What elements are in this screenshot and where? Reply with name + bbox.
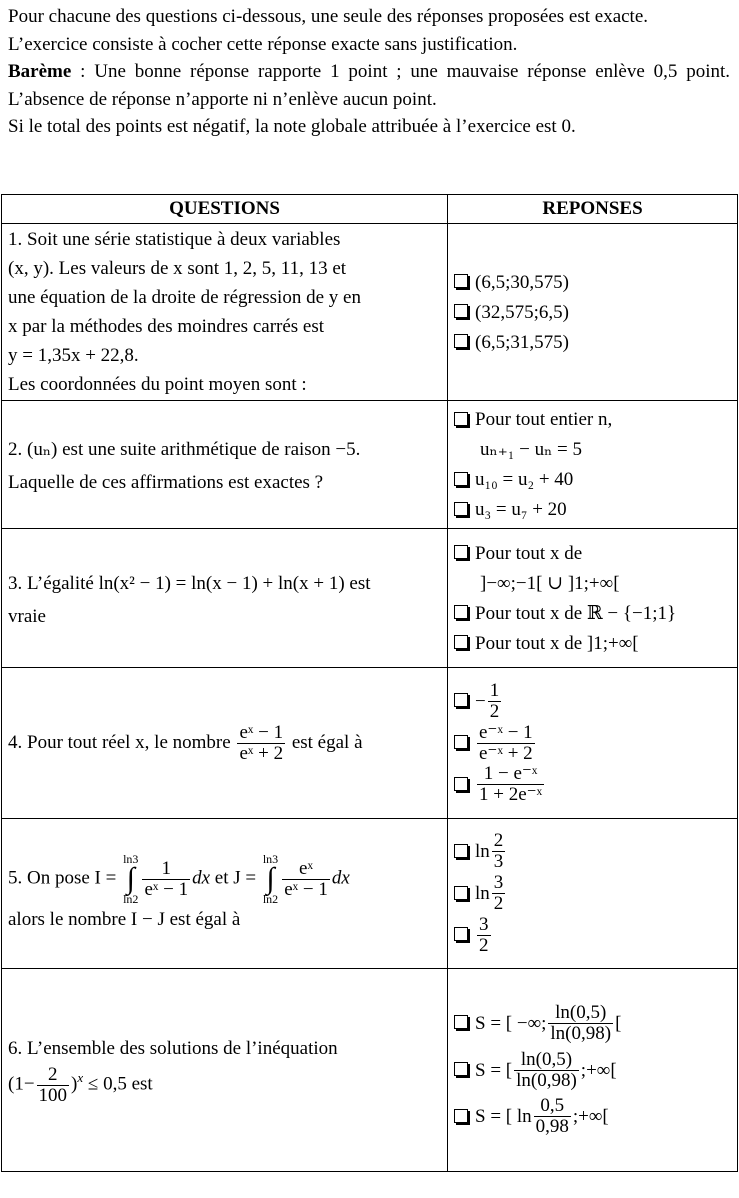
answer-text: Pour tout entier n, [475, 409, 613, 430]
answer-text: (6,5;30,575) [475, 271, 569, 293]
question-6 [2, 969, 448, 1172]
question-row-1 [2, 224, 738, 401]
answer-option[interactable] [454, 831, 731, 872]
answer-text: u₁₀ = u₂ + 40 [475, 469, 574, 490]
fraction-numerator: eˣ − 1 [239, 721, 284, 743]
answer-option[interactable] [454, 405, 731, 434]
checkbox[interactable] [454, 693, 468, 707]
question-1 [2, 224, 448, 401]
answer-fraction [514, 1050, 579, 1091]
answer-fraction [548, 1003, 613, 1044]
answer-option[interactable] [454, 723, 731, 764]
q1-line: (x, y). Les valeurs de x sont 1, 2, 5, 11, 13 et [8, 258, 347, 279]
table-header-row [2, 195, 738, 224]
q1-line: Les coordonnées du point moyen sont : [8, 374, 307, 395]
checkbox[interactable] [454, 1015, 468, 1029]
question-5 [2, 819, 448, 969]
answer-prefix: S = [ −∞; [475, 1012, 547, 1034]
minus-sign: − [475, 690, 486, 712]
instructions [8, 3, 730, 141]
header-questions: QUESTIONS [2, 195, 448, 224]
q3-line: vraie [8, 605, 46, 627]
question-row-6 [2, 969, 738, 1172]
q1-line: x par la méthodes des moindres carrés est [8, 316, 325, 337]
answer-fraction [492, 873, 506, 914]
q6-fraction [37, 1065, 70, 1106]
answer-option[interactable] [454, 1050, 731, 1091]
fraction-numerator: ln(0,5) [514, 1050, 579, 1071]
q6-text: 6. L’ensemble des solutions de l’inéquation [8, 1038, 338, 1060]
answer-text-continued: uₙ₊₁ − uₙ = 5 [480, 439, 583, 460]
fraction-numerator: 1 [489, 679, 500, 701]
dx: dx [331, 867, 350, 889]
checkbox[interactable] [454, 927, 468, 941]
q5-text: et J = [214, 867, 257, 889]
fraction-denominator: 100 [38, 1084, 68, 1106]
bareme-text: : Une bonne réponse rapporte 1 point ; une mauvaise réponse enlève 0,5 point. L’absence de réponse n’apporte ni n’enlève aucun point. [8, 61, 730, 110]
fraction-denominator: 2 [493, 893, 504, 914]
q5-text: 5. On pose I = [8, 867, 117, 889]
checkbox[interactable] [454, 844, 468, 858]
answer-fraction [477, 764, 544, 805]
fraction-denominator: eˣ − 1 [144, 878, 189, 900]
answer-fraction [534, 1096, 571, 1137]
q6-paren-close: ) [71, 1073, 78, 1095]
answer-text: Pour tout x de [475, 542, 583, 564]
q1-line: y = 1,35x + 22,8. [8, 345, 139, 366]
answer-option[interactable] [454, 539, 731, 568]
integral-upper-bound: ln3 [262, 851, 279, 866]
fraction-denominator: e⁻ˣ + 2 [479, 742, 533, 764]
answer-text: u₃ = u₇ + 20 [475, 499, 567, 520]
answer-text: (6,5;31,575) [475, 331, 569, 353]
fraction-denominator: eˣ + 2 [239, 742, 284, 764]
answers-1 [448, 224, 738, 401]
answer-option[interactable] [454, 1096, 731, 1137]
checkbox[interactable] [454, 605, 468, 619]
answer-option[interactable] [454, 681, 731, 722]
q2-line: Laquelle de ces affirmations est exactes ? [8, 472, 324, 493]
question-row-2 [2, 401, 738, 529]
answer-text: (32,575;6,5) [475, 301, 569, 323]
answer-prefix: S = [ ln [475, 1106, 532, 1128]
fraction-numerator: 1 − e⁻ˣ [477, 764, 544, 785]
q6-paren-open: (1− [8, 1073, 35, 1095]
answer-option[interactable] [454, 915, 731, 956]
answers-5 [448, 819, 738, 969]
q6-formula [8, 1063, 441, 1105]
fraction-numerator: 3 [479, 913, 489, 935]
answer-fraction [477, 915, 491, 956]
answers-3 [448, 529, 738, 668]
question-3 [2, 529, 448, 668]
intro-bareme [8, 58, 730, 113]
fraction-numerator: ln(0,5) [548, 1003, 613, 1024]
q4-fraction [237, 723, 285, 764]
question-row-5 [2, 819, 738, 969]
fraction-denominator: eˣ − 1 [284, 878, 328, 900]
fraction-numerator: e⁻ˣ − 1 [479, 721, 533, 743]
q4-text: est égal à [291, 731, 363, 753]
answer-option[interactable] [454, 873, 731, 914]
answer-fraction [477, 723, 535, 764]
answer-suffix: ;+∞[ [580, 1059, 617, 1081]
question-2 [2, 401, 448, 529]
answer-option[interactable] [454, 465, 731, 494]
ln: ln [475, 841, 490, 863]
answer-suffix: [ [615, 1012, 622, 1034]
fraction-numerator: 1 [142, 859, 190, 880]
q4-text: 4. Pour tout réel x, le nombre [8, 731, 231, 753]
answer-fraction [492, 831, 506, 872]
checkbox[interactable] [454, 412, 468, 426]
intro-line-2: L’exercice consiste à cocher cette réponse exacte sans justification. [8, 33, 518, 55]
header-answers: REPONSES [448, 195, 738, 224]
answer-option[interactable] [454, 629, 731, 658]
answer-option[interactable] [454, 495, 731, 524]
q3-line: 3. L’égalité ln(x² − 1) = ln(x − 1) + ln(x + 1) est [8, 572, 371, 594]
exponent: x [77, 1070, 84, 1086]
answer-option[interactable] [454, 599, 731, 628]
fraction-denominator: 1 + 2e⁻ˣ [479, 784, 543, 806]
q5-fraction-i [142, 859, 190, 900]
intro-line-1: Pour chacune des questions ci-dessous, une seule des réponses proposées est exacte. [8, 6, 649, 27]
integral-sign-icon: ∫ [266, 861, 275, 895]
q5-formula [8, 853, 441, 906]
answers-6 [448, 969, 738, 1172]
checkbox[interactable] [454, 472, 468, 486]
checkbox[interactable] [454, 735, 468, 749]
bareme-label: Barème [8, 61, 72, 82]
q6-text: ≤ 0,5 est [87, 1073, 153, 1095]
fraction-denominator: 2 [489, 700, 500, 722]
answer-option[interactable] [454, 1003, 731, 1044]
checkbox[interactable] [454, 334, 468, 348]
integral-lower-bound: ln2 [123, 892, 139, 907]
fraction-numerator: eˣ [282, 859, 330, 880]
fraction-denominator: 3 [493, 851, 504, 873]
checkbox[interactable] [454, 777, 468, 791]
answer-prefix: S = [ [475, 1059, 513, 1081]
qcm-table [1, 194, 738, 1172]
answer-suffix: ;+∞[ [572, 1106, 609, 1128]
q2-line: 2. (uₙ) est une suite arithmétique de raison −5. [8, 439, 361, 460]
fraction-denominator: 2 [479, 934, 489, 956]
answer-option[interactable] [454, 764, 731, 805]
checkbox[interactable] [454, 1062, 468, 1076]
answer-text: Pour tout x de ]1;+∞[ [475, 632, 639, 654]
answer-text-continued: ]−∞;−1[ ∪ ]1;+∞[ [480, 572, 620, 594]
answer-option[interactable] [454, 298, 731, 327]
checkbox[interactable] [454, 1109, 468, 1123]
ln: ln [475, 883, 490, 904]
intro-line-4: Si le total des points est négatif, la note globale attribuée à l’exercice est 0. [8, 116, 576, 137]
question-4 [2, 668, 448, 819]
q5-text: alors le nombre I − J est égal à [8, 909, 241, 931]
answer-option[interactable] [454, 328, 731, 357]
question-row-4 [2, 668, 738, 819]
q5-fraction-j [282, 859, 330, 900]
fraction-denominator: ln(0,98) [516, 1069, 577, 1091]
fraction-denominator: ln(0,98) [550, 1022, 612, 1044]
integral-i [123, 853, 138, 906]
answers-2 [448, 401, 738, 529]
dx: dx [192, 867, 211, 889]
question-row-3 [2, 529, 738, 668]
q1-line: une équation de la droite de régression de y en [8, 287, 361, 308]
answer-fraction [488, 681, 502, 722]
fraction-numerator: 2 [493, 830, 504, 852]
integral-lower-bound: ln2 [262, 892, 279, 907]
fraction-numerator: 0,5 [534, 1096, 571, 1117]
fraction-denominator: 0,98 [535, 1116, 569, 1138]
checkbox[interactable] [454, 304, 468, 318]
checkbox[interactable] [454, 545, 468, 559]
integral-upper-bound: ln3 [123, 851, 139, 866]
answer-option[interactable] [454, 268, 731, 297]
checkbox[interactable] [454, 274, 468, 288]
fraction-numerator: 2 [37, 1065, 70, 1086]
integral-j [263, 853, 278, 906]
answer-text: Pour tout x de ℝ − {−1;1} [475, 602, 677, 624]
checkbox[interactable] [454, 635, 468, 649]
answers-4 [448, 668, 738, 819]
integral-sign-icon: ∫ [126, 861, 135, 895]
fraction-numerator: 3 [493, 872, 504, 894]
checkbox[interactable] [454, 886, 468, 900]
checkbox[interactable] [454, 502, 468, 516]
q1-line: 1. Soit une série statistique à deux variables [8, 229, 341, 250]
